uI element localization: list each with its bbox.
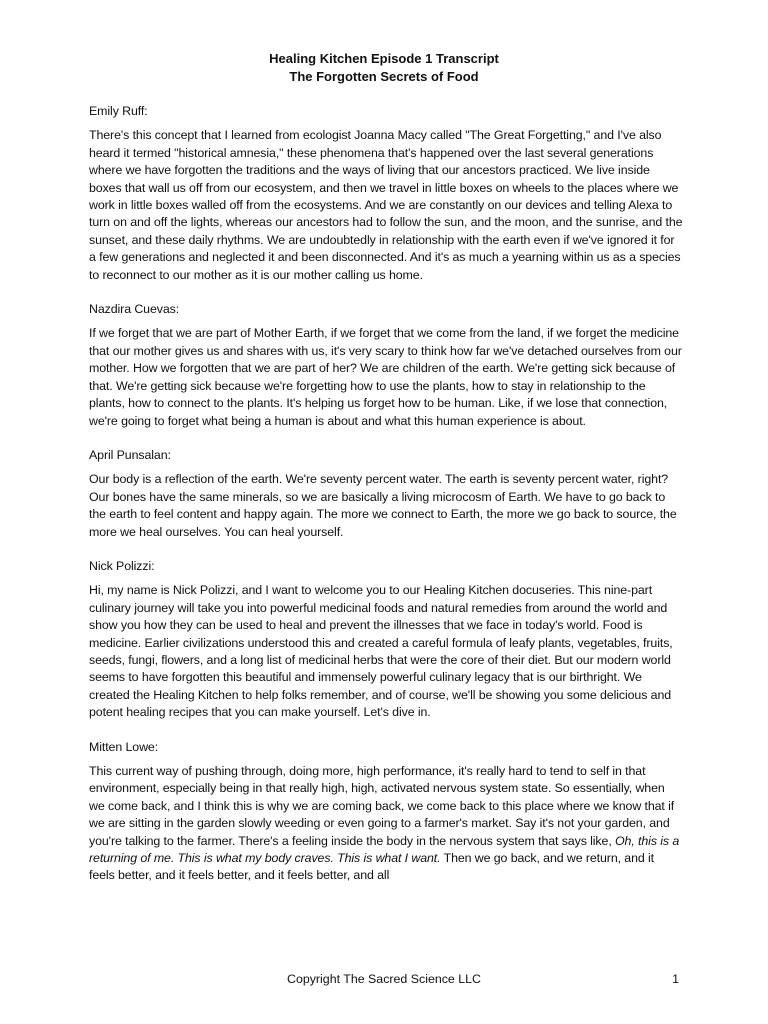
page-number: 1	[672, 972, 679, 986]
transcript-section	[89, 301, 683, 430]
speaker-text-part: This current way of pushing through, doing more, high performance, it's really hard to tend to self in that environment, especially being in that really high, high, activated nervous system state. So essentially, when we come back, and I think this is why we are coming back, we come back to this place where we know that if we are sitting in the garden slowly weeding or even going to a farmer's market. Say it's not your garden, and you're talking to the farmer. There's a feeling inside the body in the nervous system that says like,	[89, 764, 675, 848]
speaker-text-part: Then we go back, and we return, and it feels better, and it feels better, and it feels better, and all	[89, 851, 655, 883]
document-title: Healing Kitchen Episode 1 Transcript	[269, 51, 499, 66]
transcript-section	[89, 447, 683, 541]
document-header	[0, 50, 768, 86]
speaker-text	[89, 763, 683, 885]
copyright-text: Copyright The Sacred Science LLC	[287, 972, 481, 986]
speaker-text: If we forget that we are part of Mother Earth, if we forget that we come from the land, if we forget the medicine that our mother gives us and shares with us, it's very scary to think how far we've detached ourselves from our mother. How we forgotten that we are part of her? We are children of the earth. We're getting sick because of that. We're getting sick because we're forgetting how to use the plants, how to stay in relationship to the plants, how to connect to the plants. It's helping us forget how to be human. Like, if we lose that connection, we're going to forget what being a human is about and what this human experience is about.	[89, 326, 682, 428]
transcript-body	[89, 103, 683, 902]
speaker-text: There's this concept that I learned from ecologist Joanna Macy called "The Great Forgetting," and I've also heard it termed "historical amnesia," these phenomena that's happened over the last several generations where we have forgotten the traditions and the ways of living that our ancestors practiced. We live inside boxes that wall us off from our ecosystem, and then we travel in little boxes on wheels to the places where we work in little boxes walled off from the ecosystems. And we are constantly on our devices and telling Alexa to turn on and off the lights, whereas our ancestors had to follow the sun, and the moon, and the sunrise, and the sunset, and these daily rhythms. We are undoubtedly in relationship with the earth even if we've ignored it for a few generations and neglected it and been disconnected. And it's as much a yearning within us as a species to reconnect to our mother as it is our mother calling us home.	[89, 128, 683, 282]
speaker-name: Nick Polizzi:	[89, 558, 155, 573]
speaker-text: Hi, my name is Nick Polizzi, and I want to welcome you to our Healing Kitchen docuseries. This nine-part culinary journey will take you into powerful medicinal foods and natural remedies from around the world and show you how they can be used to heal and prevent the illnesses that we face in today's world. Food is medicine. Earlier civilizations understood this and created a careful formula of leafy plants, vegetables, fruits, seeds, fungi, flowers, and a long list of medicinal herbs that were the core of their diet. But our modern world seems to have forgotten this beautiful and immensely powerful culinary legacy that is our birthright. We created the Healing Kitchen to help folks remember, and of course, we'll be showing you some delicious and potent healing recipes that you can make yourself. Let's dive in.	[89, 583, 673, 720]
speaker-name: April Punsalan:	[89, 447, 171, 462]
speaker-text: Our body is a reflection of the earth. We're seventy percent water. The earth is seventy percent water, right? Our bones have the same minerals, so we are basically a living microcosm of Earth. We have to go back to the earth to feel content and happy again. The more we connect to Earth, the more we go back to source, the more we heal ourselves. You can heal yourself.	[89, 472, 677, 539]
transcript-section	[89, 103, 683, 284]
speaker-name: Nazdira Cuevas:	[89, 302, 180, 317]
transcript-section	[89, 739, 683, 885]
speaker-text-italic: Oh, this is a returning of me. This is what my body craves. This is what I want.	[89, 833, 680, 866]
speaker-name: Emily Ruff:	[89, 104, 148, 118]
document-subtitle: The Forgotten Secrets of Food	[289, 69, 479, 84]
speaker-name: Mitten Lowe:	[89, 739, 159, 754]
transcript-section	[89, 558, 683, 722]
